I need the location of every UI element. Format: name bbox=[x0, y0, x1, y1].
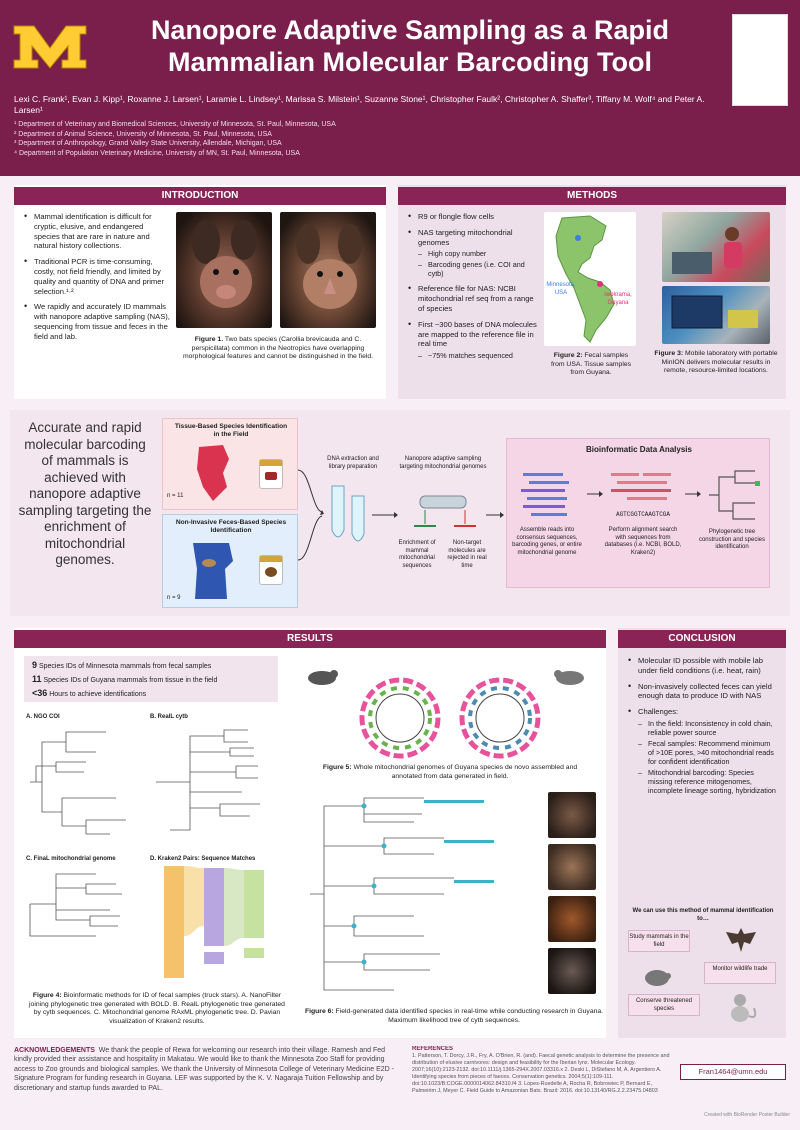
conclusion-bullets bbox=[628, 656, 778, 801]
sample-jar-icon bbox=[259, 555, 283, 585]
methods-heading: METHODS bbox=[398, 187, 786, 205]
use-case-study: Study mammals in the field bbox=[628, 930, 690, 952]
armadillo-icon bbox=[642, 960, 672, 990]
arrow-right-icon bbox=[372, 510, 398, 520]
bat-photo-carollia-perspicillata bbox=[280, 212, 376, 328]
poster-title: Nanopore Adaptive Sampling as a Rapid Mammalian Molecular Barcoding Tool bbox=[150, 15, 670, 77]
figure-3-caption: Figure 3: Mobile laboratory with portable MinION delivers molecular results in remote, resource-limited locations. bbox=[654, 350, 778, 375]
bat-thumbnail-1 bbox=[548, 792, 596, 838]
arrow-right-icon bbox=[587, 489, 603, 499]
list-item: • First ~300 bases of DNA molecules are mapped to the reference file in real time – ~75% matches sequenced bbox=[408, 320, 540, 360]
stat-number: <36 bbox=[32, 688, 48, 698]
dna-extraction-step: DNA extraction and library preparation bbox=[327, 456, 379, 470]
fig4a-tree-icon bbox=[26, 722, 146, 842]
poster-credit: Created with BioRender Poster Builder bbox=[704, 1112, 790, 1118]
alignment-step: Perform alignment search with sequences from databases (i.e. NCBI, BOLD, Kraken2) bbox=[604, 527, 682, 556]
arrow-right-icon bbox=[685, 489, 701, 499]
intro-bullets bbox=[24, 212, 170, 348]
list-item: • We rapidly and accurately ID mammals with nanopore adaptive sampling (NAS), sequencing from tissue and feces in the field and lab. bbox=[24, 302, 170, 341]
test-tubes-icon bbox=[326, 480, 372, 550]
nanopore-sequencer-icon bbox=[406, 490, 486, 536]
acknowledgements: ACKNOWLEDGEMENTS We thank the people of Rewa for welcoming our research into their village. Ramesh and Fed kindly provided their assistance and hospitality in Makatau. We would like to thank the Minnesota Zoo Staff for providing access to Zoo grounds and biological samples. We thank the University of Minnesota College of Veterinary Medicine E2D - Signature Program for funding research in Guyana. LEF was supported by the K. V. Nagaraja Tuition Fellowship and by discretionary and startup funds awarded to PAL. bbox=[14, 1047, 395, 1092]
monkey-icon bbox=[720, 990, 760, 1026]
panel-label-c: C. FinaL mitochondrial genome bbox=[26, 856, 116, 862]
list-item: • Reference file for NAS: NCBI mitochondrial ref seq from a range of species bbox=[408, 284, 540, 313]
use-case-monitor: Monitor wildlife trade bbox=[704, 962, 776, 984]
fig4c-tree-icon bbox=[26, 864, 146, 944]
assembly-step: Assemble reads into consensus sequences, barcoding genes, or entire mitochondrial genome bbox=[512, 527, 582, 556]
conclusion-heading: CONCLUSION bbox=[618, 630, 786, 648]
tissue-sample-count: n = 11 bbox=[167, 493, 184, 499]
stat-number: 11 bbox=[32, 674, 42, 684]
alignment-icon bbox=[607, 469, 677, 509]
list-item: • Non-invasively collected feces can yield enough data to produce ID with NAS bbox=[628, 682, 778, 702]
use-case-conserve: Conserve threatened species bbox=[628, 994, 700, 1016]
bioinformatics-title: Bioinformatic Data Analysis bbox=[586, 445, 692, 454]
nas-step: Nanopore adaptive sampling targeting mitochondrial genomes bbox=[399, 456, 487, 470]
bat-thumbnail-4 bbox=[548, 948, 596, 994]
figure-6-caption: Figure 6: Field-generated data identified species in real-time while conducting research in Guyana. Maximum likelihood tree of cytb sequences. bbox=[304, 1008, 604, 1024]
list-item: • Challenges: – In the field: Inconsistency in cold chain, reliable power source – Fecal samples: Recommend minimum of >10E pores, >40 mitochondrial reads for confident identification – Mitochondrial barcoding: Species missing reference mitogenomes, incomplete lineage sorting, hybridization bbox=[628, 707, 778, 795]
tissue-box-title: Tissue-Based Species Identification in the Field bbox=[174, 423, 288, 438]
map-label-minnesota: Minnesota, USA bbox=[546, 282, 576, 296]
bat-silhouette-icon bbox=[724, 922, 758, 956]
bat-face-icon bbox=[176, 212, 272, 328]
list-item: – Barcoding genes (i.e. COI and cytb) bbox=[418, 260, 540, 278]
bat-thumbnail-2 bbox=[548, 844, 596, 890]
minion-device-photo bbox=[662, 286, 770, 344]
list-item: – High copy number bbox=[418, 249, 540, 258]
list-item: • Traditional PCR is time-consuming, costly, not field friendly, and limited by quality and quantity of DNA and primer selection.¹·² bbox=[24, 257, 170, 296]
poster-header bbox=[0, 0, 800, 176]
panel-label-b: B. RealL cytb bbox=[150, 714, 188, 720]
list-item: • NAS targeting mitochondrial genomes – High copy number – Barcoding genes (i.e. COI and cytb) bbox=[408, 228, 540, 279]
panel-label-a: A. NGO COI bbox=[26, 714, 60, 720]
panel-label-d: D. Kraken2 Pairs: Sequence Matches bbox=[150, 856, 256, 862]
field-lab-photo bbox=[662, 212, 770, 282]
methods-bullets bbox=[408, 212, 540, 366]
affiliation-list: ¹ Department of Veterinary and Biomedical Sciences, University of Minnesota, St. Paul, Minnesota, USA ² Department of Animal Science, University of Minnesota, St. Paul, Minnesota, USA ³ Department of Anthropology, Grand Valley State University, Allendale, Michigan, USA ⁴ Department of Population Veterinary Medicine, University of MN, St. Paul, Minnesota, USA bbox=[14, 121, 336, 157]
use-cases-intro: We can use this method of mammal identification to… bbox=[632, 908, 774, 922]
references: REFERENCES 1. Patterson, T. Dorcy, J.R., Fry, A. O'Brien, R. (and). Faecal genetic analysis to determine the presence and distribution of elusive carnivores: design and feasibility for the Iberian lynx. Molecular Ecology. 2007;16(10):2123-2132. doi:10.1111/j.1365-294X.2007.03316.x 2. Deski L, DiStefano M, A. Argentiero A. Identifying species from pieces of faeces. Conservation genetics. 2004;5(1):109-111. doi:10.1023/B:COGE.0000014062.84310.f4 3. Lopes-Ruedelle A, Rocha R, Bobrowiec P, Bernard E, Palmeirim J, Meyer C. Field Guide to Amazonian Bats. Brazil: 2016. doi:10.13140/RG.2.2.23475.04803 bbox=[412, 1046, 670, 1094]
phylogenetic-tree-icon bbox=[705, 467, 765, 523]
minnesota-map-icon bbox=[189, 539, 237, 603]
bat-thumbnail-3 bbox=[548, 896, 596, 942]
feces-box-title: Non-Invasive Feces-Based Species Identification bbox=[175, 519, 287, 534]
results-heading: RESULTS bbox=[14, 630, 606, 648]
list-item: – In the field: Inconsistency in cold chain, reliable power source bbox=[638, 719, 778, 737]
feces-workflow-box bbox=[162, 514, 298, 608]
rejection-label: Non-target molecules are rejected in real time bbox=[447, 540, 487, 569]
fig4d-sankey-icon bbox=[150, 866, 284, 984]
feces-sample-count: n = 9 bbox=[167, 595, 181, 601]
stat-number: 9 bbox=[32, 660, 38, 670]
list-item: • Molecular ID possible with mobile lab under field conditions (i.e. heat, rain) bbox=[628, 656, 778, 676]
sample-jar-icon bbox=[259, 459, 283, 489]
tissue-workflow-box bbox=[162, 418, 298, 510]
figure-4-caption: Figure 4: Bioinformatic methods for ID of fecal samples (truck stars). A. NanoFilter joining phylogenetic tree generated with BOLD. B. RealL phylogenetic tree generated by cytb sequences. C. Mitochondrial genome RAxML phylogenetic tree. D. Pavian visualization of Kraken2 results. bbox=[29, 992, 285, 1025]
list-item: – ~75% matches sequenced bbox=[418, 351, 540, 360]
bioinformatics-box bbox=[506, 438, 770, 588]
researcher-icon bbox=[662, 212, 770, 282]
intro-heading: INTRODUCTION bbox=[14, 187, 386, 205]
qr-code-placeholder bbox=[732, 14, 788, 106]
stat-text: Species IDs of Minnesota mammals from fecal samples bbox=[38, 663, 212, 670]
stat-text: Hours to achieve identifications bbox=[49, 691, 147, 698]
list-item: – Mitochondrial barcoding: Species missing reference mitogenomes, incomplete lineage sorting, hybridization bbox=[638, 768, 778, 795]
reads-assembly-icon bbox=[517, 469, 577, 525]
mitogenome-maps-icon bbox=[300, 664, 600, 764]
list-item: • R9 or flongle flow cells bbox=[408, 212, 540, 222]
figure-2-caption: Figure 2: Fecal samples from USA. Tissue samples from Guyana. bbox=[550, 352, 632, 377]
sequence-snippet: AGTCGGTCAAGTCGA bbox=[615, 511, 670, 518]
merge-arrows-icon bbox=[298, 460, 324, 570]
americas-sampling-map bbox=[544, 212, 636, 346]
figure-1-caption: Figure 1. Two bats species (Carollia brevicauda and C. perspicillata) common in the Neotropics have overlapping morphological features and cannot be distinguished in the field. bbox=[182, 336, 374, 361]
arrow-right-icon bbox=[486, 510, 504, 520]
map-label-guyana: Iwokrama, Guyana bbox=[604, 292, 632, 306]
list-item: • Mammal identification is difficult for cryptic, elusive, and endangered species that are rare in nature and natural history collections. bbox=[24, 212, 170, 251]
author-list: Lexi C. Frank¹, Evan J. Kipp¹, Roxanne J. Larsen¹, Laramie L. Lindsey¹, Marissa S. Milstein¹, Suzanne Stone¹, Christopher Faulk², Christopher A. Shaffer³, Tiffany M. Wolf⁴ and Peter A. Larsen¹ bbox=[14, 94, 705, 115]
enrichment-label: Enrichment of mammal mitochondrial sequences bbox=[398, 540, 436, 569]
results-stats-box bbox=[24, 656, 278, 702]
stat-text: Species IDs of Guyana mammals from tissue in the field bbox=[43, 677, 218, 684]
key-statement: Accurate and rapid molecular barcoding of mammals is achieved with nanopore adaptive sampling targeting the enrichment of mitochondrial genomes. bbox=[18, 420, 152, 567]
contact-email-link[interactable]: Fran1464@umn.edu bbox=[680, 1064, 786, 1080]
laptop-icon bbox=[662, 286, 770, 344]
bat-photo-carollia-brevicauda bbox=[176, 212, 272, 328]
university-m-logo-icon bbox=[12, 22, 88, 72]
americas-map-icon bbox=[544, 212, 636, 346]
list-item: – Fecal samples: Recommend minimum of >10E pores, >40 mitochondrial reads for confident identification bbox=[638, 739, 778, 766]
figure-5-caption: Figure 5: Whole mitochondrial genomes of Guyana species de novo assembled and annotated from data generated in field. bbox=[322, 764, 578, 780]
stats-list bbox=[32, 659, 217, 701]
bat-face-icon bbox=[280, 212, 376, 328]
fig6-cytb-tree-icon bbox=[304, 786, 544, 1002]
guyana-map-icon bbox=[193, 443, 233, 503]
phylogeny-step: Phylogenetic tree construction and species identification bbox=[698, 529, 766, 551]
fig4b-tree-icon bbox=[150, 722, 290, 842]
